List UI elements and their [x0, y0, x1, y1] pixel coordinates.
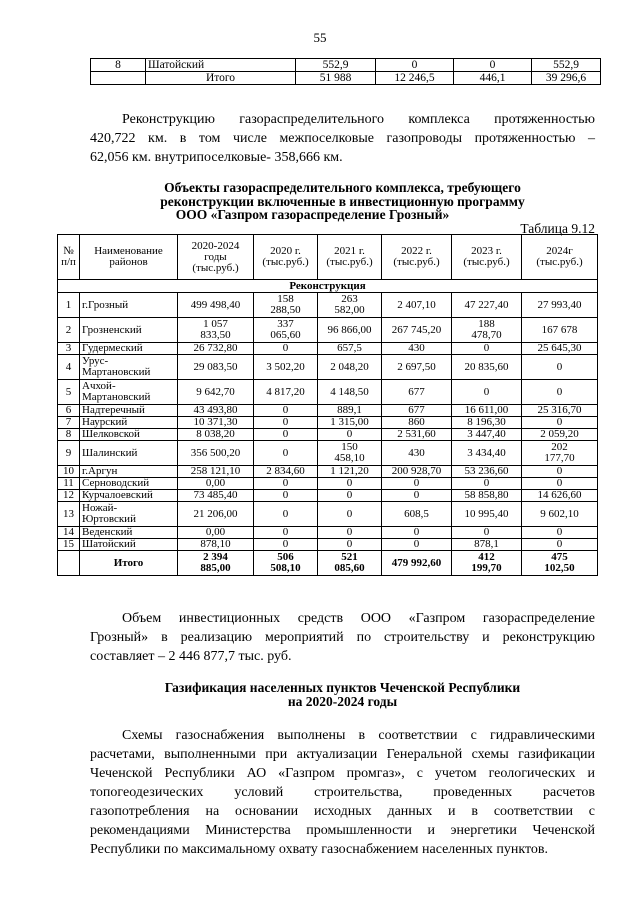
- table-cell: 1 121,20: [318, 466, 382, 478]
- table-cell: Шалинский: [80, 441, 178, 466]
- table-cell: 21 206,00: [178, 502, 254, 527]
- text-line: Объем инвестиционных средств ООО «Газпром газораспределение: [122, 611, 595, 626]
- table-cell: 1 057 833,50: [178, 318, 254, 343]
- table-cell: 0: [254, 478, 318, 490]
- main-table: [57, 234, 598, 576]
- text-line: Грозный» в реализацию мероприятий по строительству и реконструкцию: [90, 630, 595, 645]
- table-row: [58, 478, 598, 490]
- table-cell: 0: [376, 59, 454, 72]
- table-cell: 878,1: [452, 539, 522, 551]
- table-cell: 2 697,50: [382, 355, 452, 380]
- table-cell: Урус- Мартановский: [80, 355, 178, 380]
- table-row: [58, 466, 598, 478]
- table-cell: 2: [58, 318, 80, 343]
- total-cell: 479 992,60: [382, 551, 452, 576]
- table-row: [58, 429, 598, 441]
- table-cell: 15: [58, 539, 80, 551]
- table-cell: 26 732,80: [178, 343, 254, 355]
- paragraph-investment: [90, 609, 595, 666]
- total-cell: 521 085,60: [318, 551, 382, 576]
- table-cell: 0: [254, 441, 318, 466]
- table-cell: Шатойский: [146, 59, 296, 72]
- table-row: [58, 441, 598, 466]
- table-cell: 0: [454, 59, 532, 72]
- table-cell: 446,1: [454, 72, 532, 85]
- text-line: Схемы газоснабжения выполнены в соответствии с гидравлическими: [122, 728, 595, 743]
- heading-line: Объекты газораспределительного комплекса, требующего: [164, 180, 521, 195]
- table-cell: 53 236,60: [452, 466, 522, 478]
- table-cell: 0: [522, 380, 598, 405]
- column-header: 2022 г. (тыс.руб.): [382, 235, 452, 280]
- text-line: Чеченской Республики АО «Газпром промгаз», с учетом геологических и: [90, 766, 595, 781]
- table-cell: 58 858,80: [452, 490, 522, 502]
- heading-gasification: [90, 681, 595, 708]
- column-header: 2021 г. (тыс.руб.): [318, 235, 382, 280]
- table-cell: 6: [58, 405, 80, 417]
- table-cell: 0,00: [178, 478, 254, 490]
- table-cell: 0: [522, 355, 598, 380]
- table-cell: 8: [58, 429, 80, 441]
- table-cell: 202 177,70: [522, 441, 598, 466]
- total-cell: Итого: [80, 551, 178, 576]
- table-cell: 7: [58, 417, 80, 429]
- table-cell: 499 498,40: [178, 293, 254, 318]
- total-cell: 2 394 885,00: [178, 551, 254, 576]
- table-cell: 2 048,20: [318, 355, 382, 380]
- text-line: топогеодезических условий строительства, проведенных расчетов: [90, 785, 595, 800]
- table-cell: Итого: [146, 72, 296, 85]
- table-cell: 27 993,40: [522, 293, 598, 318]
- table-cell: 0: [382, 490, 452, 502]
- table-row: [58, 405, 598, 417]
- table-cell: Веденский: [80, 527, 178, 539]
- table-cell: 0: [318, 490, 382, 502]
- column-header: Наименование районов: [80, 235, 178, 280]
- table-cell: 258 121,10: [178, 466, 254, 478]
- table-header-row: [58, 235, 598, 280]
- table-row: [58, 502, 598, 527]
- total-row: [58, 551, 598, 576]
- table-cell: 8: [91, 59, 146, 72]
- table-cell: 0: [318, 502, 382, 527]
- table-cell: 25 316,70: [522, 405, 598, 417]
- table-cell: 0: [254, 502, 318, 527]
- table-cell: 0: [254, 527, 318, 539]
- total-cell: 412 199,70: [452, 551, 522, 576]
- column-header: 2023 г. (тыс.руб.): [452, 235, 522, 280]
- table-cell: 0: [318, 478, 382, 490]
- top-table: [90, 58, 601, 85]
- table-cell: 889,1: [318, 405, 382, 417]
- table-row: [58, 355, 598, 380]
- table-cell: 73 485,40: [178, 490, 254, 502]
- paragraph-schemes: [90, 726, 595, 859]
- table-cell: 0: [522, 539, 598, 551]
- table-cell: 677: [382, 380, 452, 405]
- heading-line: Газификация населенных пунктов Чеченской Республики: [164, 680, 521, 695]
- table-cell: 9 602,10: [522, 502, 598, 527]
- table-row: [91, 59, 601, 72]
- table-cell: 552,9: [532, 59, 601, 72]
- table-cell: 0: [254, 429, 318, 441]
- table-cell: 3 447,40: [452, 429, 522, 441]
- table-cell: 263 582,00: [318, 293, 382, 318]
- total-cell: [58, 551, 80, 576]
- text-line: Реконструкцию газораспределительного комплекса протяженностью: [122, 112, 595, 127]
- page-number: 55: [313, 30, 327, 45]
- table-cell: Гудермеский: [80, 343, 178, 355]
- table-cell: 0: [452, 527, 522, 539]
- table-cell: 0: [254, 417, 318, 429]
- table-cell: 12 246,5: [376, 72, 454, 85]
- table-cell: 0: [318, 539, 382, 551]
- table-row: [58, 318, 598, 343]
- table-cell: 2 834,60: [254, 466, 318, 478]
- table-cell: 3 502,20: [254, 355, 318, 380]
- table-cell: Надтеречный: [80, 405, 178, 417]
- table-row: [58, 293, 598, 318]
- table-cell: 2 531,60: [382, 429, 452, 441]
- table-cell: 11: [58, 478, 80, 490]
- table-cell: 4: [58, 355, 80, 380]
- table-cell: Серноводский: [80, 478, 178, 490]
- table-cell: г.Грозный: [80, 293, 178, 318]
- table-cell: 0: [452, 380, 522, 405]
- table-cell: 0: [254, 539, 318, 551]
- table-cell: 9: [58, 441, 80, 466]
- table-cell: 677: [382, 405, 452, 417]
- table-cell: 13: [58, 502, 80, 527]
- table-cell: 878,10: [178, 539, 254, 551]
- table-cell: 14 626,60: [522, 490, 598, 502]
- table-cell: г.Аргун: [80, 466, 178, 478]
- column-header: № п/п: [58, 235, 80, 280]
- table-row: [91, 72, 601, 85]
- table-cell: 4 817,20: [254, 380, 318, 405]
- text-line: Республики по максимальному охвату газоснабжением населенных пунктов.: [90, 842, 549, 857]
- table-cell: 16 611,00: [452, 405, 522, 417]
- table-cell: 356 500,20: [178, 441, 254, 466]
- table-row: [58, 490, 598, 502]
- table-cell: 0: [254, 343, 318, 355]
- table-cell: 0: [452, 343, 522, 355]
- table-cell: 0: [382, 527, 452, 539]
- table-cell: 0: [522, 527, 598, 539]
- table-cell: 1 315,00: [318, 417, 382, 429]
- table-cell: Ачхой- Мартановский: [80, 380, 178, 405]
- heading-line: реконструкции включенные в инвестиционную программу: [160, 193, 525, 209]
- table-cell: 0: [254, 405, 318, 417]
- column-header: 2020-2024 годы (тыс.руб.): [178, 235, 254, 280]
- text-line: газопотребления на основании исходных данных и в соответствии с: [90, 804, 595, 819]
- table-cell: 0: [318, 429, 382, 441]
- table-cell: 29 083,50: [178, 355, 254, 380]
- table-cell: 657,5: [318, 343, 382, 355]
- section-title: Реконструкция: [58, 280, 598, 293]
- table-cell: Шелковской: [80, 429, 178, 441]
- table-cell: 10 995,40: [452, 502, 522, 527]
- table-cell: 430: [382, 343, 452, 355]
- table-cell: [91, 72, 146, 85]
- table-cell: 0: [522, 417, 598, 429]
- table-cell: 0: [254, 490, 318, 502]
- table-cell: 12: [58, 490, 80, 502]
- text-line: 62,056 км. внутрипоселковые- 358,666 км.: [90, 150, 343, 165]
- table-cell: 20 835,60: [452, 355, 522, 380]
- text-line: расчетами, выполненными при актуализации Генеральной схемы газификации: [90, 747, 595, 762]
- table-cell: 0,00: [178, 527, 254, 539]
- table-row: [58, 380, 598, 405]
- table-label: Таблица 9.12: [520, 221, 595, 236]
- table-cell: 267 745,20: [382, 318, 452, 343]
- table-cell: 43 493,80: [178, 405, 254, 417]
- table-row: [58, 539, 598, 551]
- table-cell: 9 642,70: [178, 380, 254, 405]
- table-cell: 200 928,70: [382, 466, 452, 478]
- text-line: рекомендациями Министерства промышленности и энергетики Чеченской: [90, 823, 595, 838]
- table-cell: 3 434,40: [452, 441, 522, 466]
- column-header: 2020 г. (тыс.руб.): [254, 235, 318, 280]
- column-header: 2024г (тыс.руб.): [522, 235, 598, 280]
- table-row: [58, 343, 598, 355]
- table-cell: 10: [58, 466, 80, 478]
- table-cell: 51 988: [296, 72, 376, 85]
- table-cell: Наурский: [80, 417, 178, 429]
- table-cell: 860: [382, 417, 452, 429]
- table-cell: 8 196,30: [452, 417, 522, 429]
- table-cell: 0: [382, 478, 452, 490]
- heading-line: на 2020-2024 годы: [287, 693, 398, 709]
- text-line: составляет – 2 446 877,7 тыс. руб.: [90, 649, 292, 664]
- table-row: [58, 417, 598, 429]
- table-cell: 188 478,70: [452, 318, 522, 343]
- table-cell: 552,9: [296, 59, 376, 72]
- table-cell: 158 288,50: [254, 293, 318, 318]
- table-cell: 337 065,60: [254, 318, 318, 343]
- total-cell: 506 508,10: [254, 551, 318, 576]
- table-cell: 430: [382, 441, 452, 466]
- table-cell: 1: [58, 293, 80, 318]
- text-line: 420,722 км. в том числе межпоселковые газопроводы протяженностью –: [90, 131, 595, 146]
- table-cell: 0: [382, 539, 452, 551]
- table-cell: Шатойский: [80, 539, 178, 551]
- table-cell: 608,5: [382, 502, 452, 527]
- table-cell: 150 458,10: [318, 441, 382, 466]
- table-cell: 47 227,40: [452, 293, 522, 318]
- table-row: [58, 527, 598, 539]
- table-cell: 4 148,50: [318, 380, 382, 405]
- total-cell: 475 102,50: [522, 551, 598, 576]
- table-cell: Ножай- Юртовский: [80, 502, 178, 527]
- table-cell: 14: [58, 527, 80, 539]
- table-cell: 0: [318, 527, 382, 539]
- paragraph-reconstruction: [90, 110, 595, 167]
- table-cell: 10 371,30: [178, 417, 254, 429]
- table-cell: 96 866,00: [318, 318, 382, 343]
- section-row: [58, 280, 598, 293]
- table-cell: 8 038,20: [178, 429, 254, 441]
- table-cell: 0: [522, 466, 598, 478]
- table-cell: 2 407,10: [382, 293, 452, 318]
- table-cell: 3: [58, 343, 80, 355]
- table-cell: Курчалоевский: [80, 490, 178, 502]
- table-cell: 167 678: [522, 318, 598, 343]
- heading-line: ООО «Газпром газораспределение Грозный»: [175, 207, 450, 222]
- table-cell: 25 645,30: [522, 343, 598, 355]
- table-cell: 0: [452, 478, 522, 490]
- table-cell: 39 296,6: [532, 72, 601, 85]
- table-cell: 5: [58, 380, 80, 405]
- heading-objects: [90, 181, 595, 222]
- table-cell: Грозненский: [80, 318, 178, 343]
- table-cell: 2 059,20: [522, 429, 598, 441]
- table-cell: 0: [522, 478, 598, 490]
